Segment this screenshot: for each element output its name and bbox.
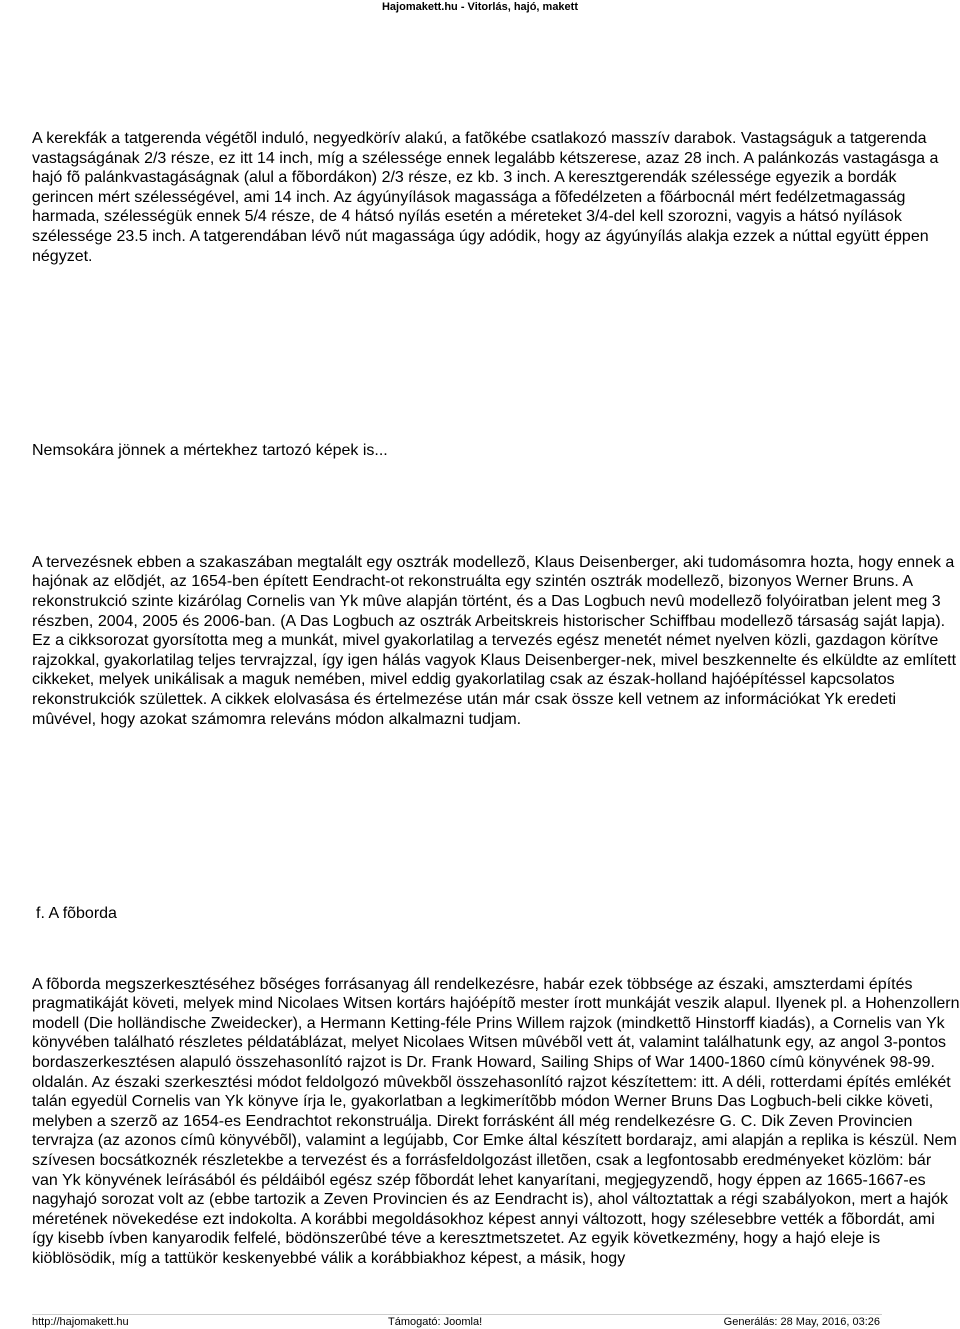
article-body bbox=[32, 129, 960, 1269]
footer-generated-timestamp: Generálás: 28 May, 2016, 03:26 bbox=[723, 1316, 880, 1328]
page-footer bbox=[0, 1314, 960, 1329]
footer-sponsor: Támogató: Joomla! bbox=[388, 1316, 483, 1328]
page-header bbox=[0, 0, 960, 13]
paragraph-kerekfak: A kerekfák a tatgerenda végétõl induló, negyedkörív alakú, a fatõkébe csatlakozó masszív darabok. Vastagságuk a tatgerenda vastagságának 2/3 része, ez itt 14 inch, míg a szélessége ennek legalább kétszerese, azaz 28 inch. A palánkozás vastagásga a hajó fõ palánkvastagáságnak (alul a fõbordákon) 2/3 része, ez kb. 3 inch. A keresztgerendák szélessége egyezik a bordák gerincen mért szélességével, ami 14 inch. Az ágyúnyílások magassága a fõfedélzeten a fõárbocnál mért fedélzetmagasság harmada, szélességük ennek 5/4 része, de 4 hátsó nyílás esetén a méreteket 3/4-del kell szorozni, vagyis a hátsó nyílások szélessége 23.5 inch. A tatgerendában lévõ nút magassága úgy adódik, hogy az ágyúnyílás alakja ezzek a núttal együtt éppen négyzet. bbox=[32, 130, 939, 265]
site-title: Hajomakett.hu - Vitorlás, hajó, makett bbox=[381, 1, 578, 13]
paragraph-tervezes: A tervezésnek ebben a szakaszában megtalált egy osztrák modellezõ, Klaus Deisenberger, aki tudomásomra hozta, hogy ennek a hajónak az elõdjét, az 1654-ben épített Eendracht-ot rekonstruálta egy szintén osztrák modellezõ, bizonyos Werner Bruns. A rekonstrukció szinte kizárólag Cornelis van Yk mûve alapján történt, és a Das Logbuch nevû modellezõ folyóiratban jelent meg 3 részben, 2004, 2005 és 2006-ban. (A Das Logbuch az osztrák Arbeitskreis historischer Schiffbau modellezõ társaság saját lapja). Ez a cikksorozat gyorsította meg a munkát, mivel gyakorlatilag a tervezés egész menetét német nyelven közli, gazdagon körítve rajzokkal, gyakorlatilag teljes tervrajzzal, így igen hálás vagyok Klaus Deisenberger-nek, mivel beszkennelte és elküldte az említett cikkeket, melyek unikálisak a maguk nemében, mivel eddig gyakorlatilag csak az észak-holland hajóépítéssel kapcsolatos rekonstrukciók születtek. A cikkek elolvasása és értelmezése után már csak össze kell vetnem az információkat Yk eredeti mûvével, hogy azokat számomra releváns módon alkalmazni tudjam. bbox=[32, 553, 957, 728]
paragraph-foborda: A fõborda megszerkesztéséhez bõséges forrásanyag áll rendelkezésre, habár ezek többsége az északi, amszterdami építés pragmatikáját követi, melyek mind Nicolaes Witsen kortárs hajóépítõ mester írott munkáját veszik alapul. Ilyenek pl. a Hohenzollern modell (Die holländische Zweidecker), a Hermann Ketting-féle Prins Willem rajzok (mindkettõ Hinstorff kiadás), a Cornelis van Yk könyvében található részletes példatáblázat, melyet Nicolaes Witsen mûvébõl vett át, valamint találhatunk egy, az angol 3-pontos bordaszerkesztésen alapuló összehasonlító rajzot is Dr. Frank Howard, Sailing Ships of War 1400-1860 címû könyvének 98-99. oldalán. Az északi szerkesztési módot feldolgozó mûvekbõl összehasonlító rajzot készítettem: itt. A déli, rotterdami építés emlékét talán egyedül Cornelis van Yk könyve írja le, gyakorlatban a legkimerítõbb módon Werner Bruns Das Logbuch-beli cikke követi, melyben a szerzõ az 1654-es Eendrachtot rekonstruálja. Direkt forrásként áll még rendelkezésre G. C. Dik Zeven Provincien tervrajza (az azonos címû könyvébõl), valamint a legújabb, Cor Emke által készített bordarajz, ami alapján a replika is készül. Nem szívesen bocsátkoznék részletekbe a tervezést és a forrásfeldolgozást illetõen, csak a legfontosabb eredményeket közlöm: bár van Yk könyvének leírásából és példáiból egész szép fõbordát lehet kanyarítani, megjegyzendõ, hogy éppen az 1665-1667-es nagyhajó sorozat volt az (ebbe tartozik a Zeven Provincien és az Eendracht is), ahol változtattak a régi szabályokon, mert a hajók méretének növekedése ezt indokolta. A korábbi megoldásokhoz képest annyi változott, hogy szélesebbre vették a fõbordát, ami így kisebb ívben kanyarodik felfelé, bödönszerûbé téve a keresztmetszetet. Az egyik következmény, hogy a hajó eleje is kiöblösödik, míg a tattükör keskenyebbé válik a korábbiakhoz képest, a másik, hogy bbox=[32, 975, 960, 1267]
section-heading-foborda: f. A fõborda bbox=[36, 905, 117, 923]
footer-site-link[interactable]: http://hajomakett.hu bbox=[32, 1316, 129, 1328]
paragraph-images-soon: Nemsokára jönnek a mértekhez tartozó képek is... bbox=[32, 442, 388, 460]
